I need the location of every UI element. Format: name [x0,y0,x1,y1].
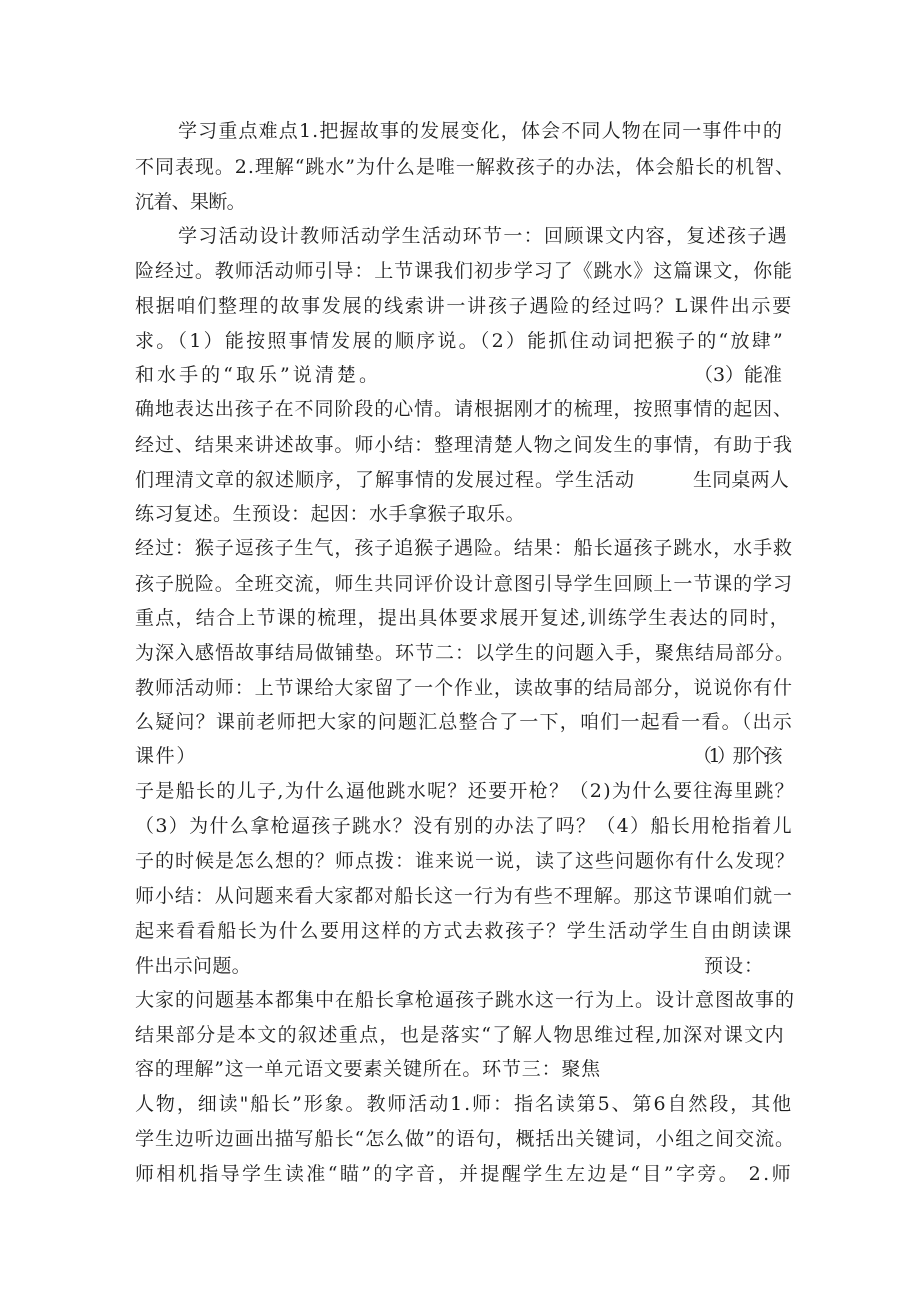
text-line [0,1017,920,1053]
text-line [0,1086,920,1122]
text-line [0,357,920,393]
text-segment: （1）那个孩 [693,745,779,767]
text-segment: 师小结：从问题来看大家都对船长这一行为有些不理解。那这节课咱们就一 [135,885,793,907]
text-segment: 么疑问？课前老师把大家的问题汇总整合了一下，咱们一起看一看。（出示 [135,711,793,733]
text-segment: 沉着、果断。 [135,191,245,213]
text-segment: 人物，细读"船长”形象。教师活动1.师：指名读第5、第6自然段，其他 [135,1093,793,1115]
text-segment: （3）能准 [694,364,782,386]
text-segment: 学生边听边画出描写船长“怎么做”的语句，概括出关键词，小组之间交流。 [135,1128,795,1150]
text-segment: 结果部分是本文的叙述重点，也是落实“了解人物思维过程,加深对课文内 [135,1024,785,1046]
text-line [0,600,920,636]
text-segment: 确地表达出孩子在不同阶段的心情。请根据刚才的梳理，按照事情的起因、 [135,398,793,420]
text-line [0,1156,920,1192]
text-line [0,323,920,359]
text-segment: 们理清文章的叙述顺序，了解事情的发展过程。学生活动 [135,469,635,491]
text-line [0,184,920,220]
text-segment: 重点，结合上节课的梳理，提出具体要求展开复述,训练学生表达的同时， [135,607,790,629]
text-line [0,670,920,706]
text-segment: 生同桌两人 [693,469,789,491]
text-segment: 险经过。教师活动师引导：上节课我们初步学习了《跳水》这篇课文，你能 [135,260,793,282]
text-segment: 件出示问题。 [135,955,251,977]
text-line [0,427,920,463]
text-line [0,738,920,774]
text-segment: 子的时候是怎么想的？师点拨：谁来说一说，读了这些问题你有什么发现？ [135,850,795,872]
text-line [0,704,920,740]
text-line [0,496,920,532]
text-line [0,1051,920,1087]
text-segment: 学习重点难点1.把握故事的发展变化，体会不同人物在同一事件中的 [178,120,783,142]
text-line [0,1121,920,1157]
text-segment: 经过：猴子逗孩子生气，孩子追猴子遇险。结果：船长逼孩子跳水，水手救 [135,537,793,559]
text-segment: 为深入感悟故事结局做铺垫。环节二：以学生的问题入手，聚焦结局部分。 [135,642,795,664]
text-line [0,462,920,498]
text-line [0,878,920,914]
text-line [0,218,920,254]
text-segment: 不同表现。2.理解“跳水”为什么是唯一解救孩子的办法，体会船长的机智、 [135,156,795,178]
text-segment: 起来看看船长为什么要用这样的方式去救孩子？学生活动学生自由朗读课 [135,920,793,942]
text-segment: 和水手的“取乐”说清楚。 [135,364,381,386]
text-segment: 根据咱们整理的故事发展的线索讲一讲孩子遇险的经过吗？L课件出示要 [135,295,793,317]
text-segment: 预设： [704,955,764,977]
text-segment: 练习复述。生预设：起因：水手拿猴子取乐。 [135,503,525,525]
text-segment: 大家的问题基本都集中在船长拿枪逼孩子跳水这一行为上。设计意图故事的 [135,989,795,1011]
text-line [0,843,920,879]
text-line [0,808,920,844]
text-segment: 容的理解”这一单元语文要素关键所在。环节三：聚焦 [135,1058,601,1080]
text-line [0,113,920,149]
text-line [0,288,920,324]
text-segment: 孩子脱险。全班交流，师生共同评价设计意图引导学生回顾上一节课的学习 [135,573,793,595]
text-line [0,391,920,427]
text-line [0,913,920,949]
text-segment: 求。（1）能按照事情发展的顺序说。（2）能抓住动词把猴子的“放肆” [135,330,785,352]
text-segment: 教师活动师：上节课给大家留了一个作业，读故事的结局部分，说说你有什 [135,677,793,699]
text-segment: 师相机指导学生读准“瞄”的字音，并提醒学生左边是“目”字旁。 2.师 [135,1163,793,1185]
text-segment: 经过、结果来讲述故事。师小结：整理清楚人物之间发生的事情，有助于我 [135,434,793,456]
text-line [0,948,920,984]
text-segment: 学习活动设计教师活动学生活动环节一：回顾课文内容，复述孩子遇 [178,225,788,247]
text-line [0,635,920,671]
text-segment: （3）为什么拿枪逼孩子跳水？没有别的办法了吗？（4）船长用枪指着儿 [135,815,793,837]
text-line [0,566,920,602]
text-line [0,773,920,809]
text-line [0,149,920,185]
text-line [0,253,920,289]
text-segment: 子是船长的儿子,为什么逼他跳水呢？还要开枪？（2)为什么要往海里跳？ [135,780,795,802]
text-line [0,982,920,1018]
text-segment: 课件） [135,745,197,767]
text-line [0,530,920,566]
